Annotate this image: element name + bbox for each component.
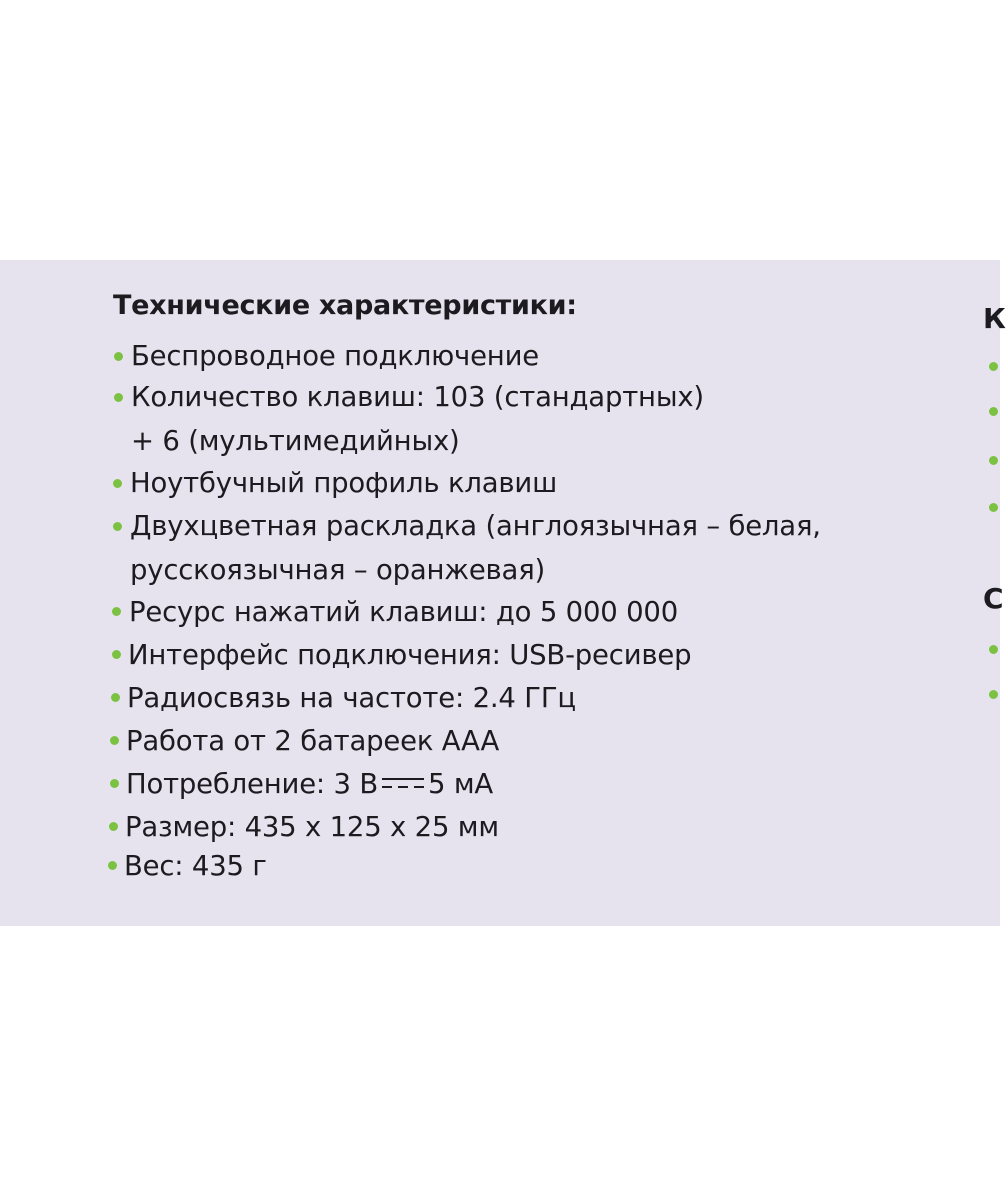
- side-bullet-icon: [989, 362, 998, 371]
- spec-item-text: Вес: 435 г: [124, 850, 267, 882]
- consumption-voltage: Потребление: 3 В: [126, 768, 379, 800]
- spec-item-text: Двухцветная раскладка (англоязычная – белая,: [130, 510, 821, 542]
- spec-item-text: Количество клавиш: 103 (стандартных): [131, 381, 704, 413]
- bullet-icon: [113, 522, 122, 531]
- spec-item-text: Ноутбучный профиль клавиш: [130, 467, 558, 499]
- spec-item-text: Размер: 435 x 125 x 25 мм: [125, 811, 499, 843]
- spec-item-text-continued: русскоязычная – оранжевая): [130, 554, 546, 586]
- side-column-heading: С: [983, 582, 1004, 615]
- spec-item-consumption: [126, 762, 493, 806]
- side-bullet-icon: [989, 407, 998, 416]
- bullet-icon: [108, 861, 117, 870]
- spec-item-interface: [128, 633, 691, 677]
- spec-item-keystroke-life: [129, 590, 678, 634]
- spec-item-text: Ресурс нажатий клавиш: до 5 000 000: [129, 596, 679, 628]
- spec-item-text: Беспроводное подключение: [131, 340, 539, 372]
- spec-item-wireless: [131, 334, 539, 378]
- spec-title: Технические характеристики:: [113, 290, 577, 321]
- spec-item-radio: [127, 676, 576, 720]
- side-column-heading: К: [983, 302, 1006, 335]
- spec-item-text: Радиосвязь на частоте: 2.4 ГГц: [127, 682, 576, 714]
- side-bullet-icon: [989, 456, 998, 465]
- bullet-icon: [111, 693, 120, 702]
- spec-item-text: [126, 762, 493, 806]
- spec-item-key-profile: [130, 461, 557, 505]
- bullet-icon: [114, 352, 123, 361]
- dc-current-icon: [380, 775, 426, 795]
- bullet-icon: [112, 607, 121, 616]
- spec-item-layout: [130, 504, 821, 586]
- bullet-icon: [110, 779, 119, 788]
- spec-item-text: Работа от 2 батареек AAA: [126, 725, 500, 757]
- spec-panel: [0, 260, 1006, 926]
- spec-item-weight: [124, 844, 267, 888]
- side-bullet-icon: [989, 690, 998, 699]
- bullet-icon: [110, 736, 119, 745]
- spec-item-text: Интерфейс подключения: USB-ресивер: [128, 639, 692, 671]
- bullet-icon: [109, 822, 118, 831]
- spec-item-batteries: [126, 719, 499, 763]
- spec-item-text-continued: + 6 (мультимедийных): [131, 425, 460, 457]
- spec-item-size: [125, 805, 499, 849]
- bullet-icon: [112, 650, 121, 659]
- spec-item-key-count: [131, 375, 704, 457]
- bullet-icon: [114, 393, 123, 402]
- side-bullet-icon: [989, 503, 998, 512]
- consumption-current: 5 мА: [428, 768, 494, 800]
- bullet-icon: [113, 479, 122, 488]
- side-bullet-icon: [989, 645, 998, 654]
